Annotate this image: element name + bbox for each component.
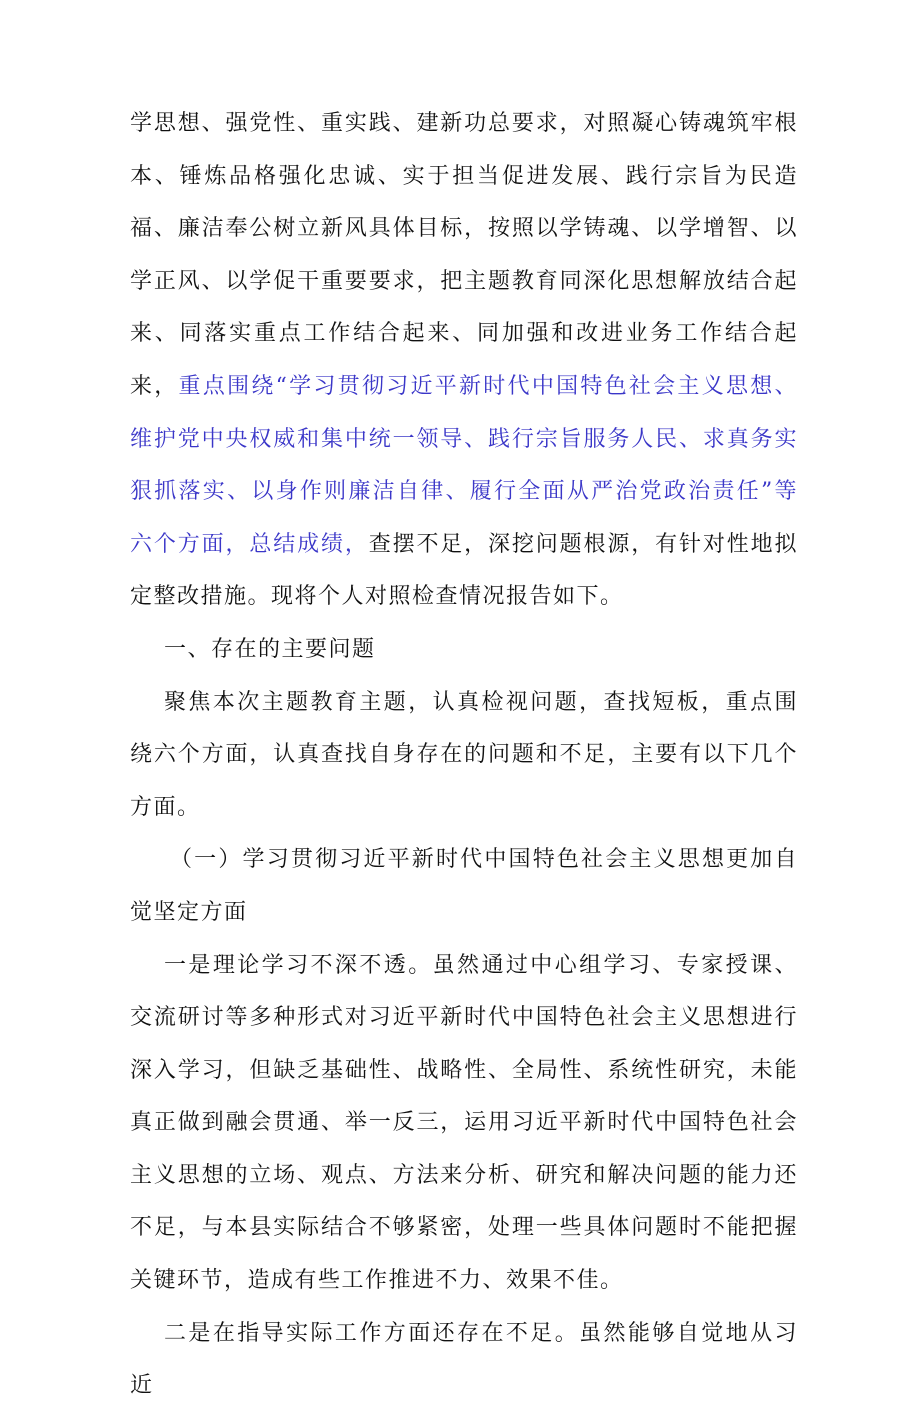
paragraph-point-two: 二是在指导实际工作方面还存在不足。虽然能够自觉地从习近 <box>130 1320 798 1399</box>
paragraph-point-one: 一是理论学习不深不透。虽然通过中心组学习、专家授课、交流研讨等多种形式对习近平新时代中国特色社会主义思想进行深入学习，但缺乏基础性、战略性、全局性、系统性研究，未能真正做到融会贯通、举一反三，运用习近平新时代中国特色社会主义思想的立场、观点、方法来分析、研究和解决问题的能力还不足，与本县实际结合不够紧密，处理一些具体问题时不能把握关键环节，造成有些工作推进不力、效果不佳。 <box>130 952 798 1294</box>
intro-text-highlighted: 重点围绕“学习贯彻习近平新时代中国特色社会主义思想、维护党中央权威和集中统一领导、践行宗旨服务人民、求真务实狠抓落实、以身作则廉洁自律、履行全面从严治党政治责任”等六个方面，总结成绩， <box>130 373 798 557</box>
intro-text-plain: 学思想、强党性、重实践、建新功总要求，对照凝心铸魂筑牢根本、锤炼品格强化忠诚、实于担当促进发展、践行宗旨为民造福、廉洁奉公树立新风具体目标，按照以学铸魂、以学增智、以学正风、以学促干重要要求，把主题教育同深化思想解放结合起来、同落实重点工作结合起来、同加强和改进业务工作结合起来， <box>130 111 798 399</box>
paragraph-focus: 聚焦本次主题教育主题，认真检视问题，查找短板，重点围绕六个方面，认真查找自身存在的问题和不足，主要有以下几个方面。 <box>130 689 798 820</box>
intro-text-ending: 查摆不足，深挖问题根源，有针对性地拟定整改措施。现将个人对照检查情况报告如下。 <box>130 531 798 610</box>
document-body <box>130 98 798 1413</box>
paragraph-intro <box>130 98 798 624</box>
section-heading: 一、存在的主要问题 <box>164 636 376 662</box>
subsection-heading: （一）学习贯彻习近平新时代中国特色社会主义思想更加自觉坚定方面 <box>130 847 798 925</box>
